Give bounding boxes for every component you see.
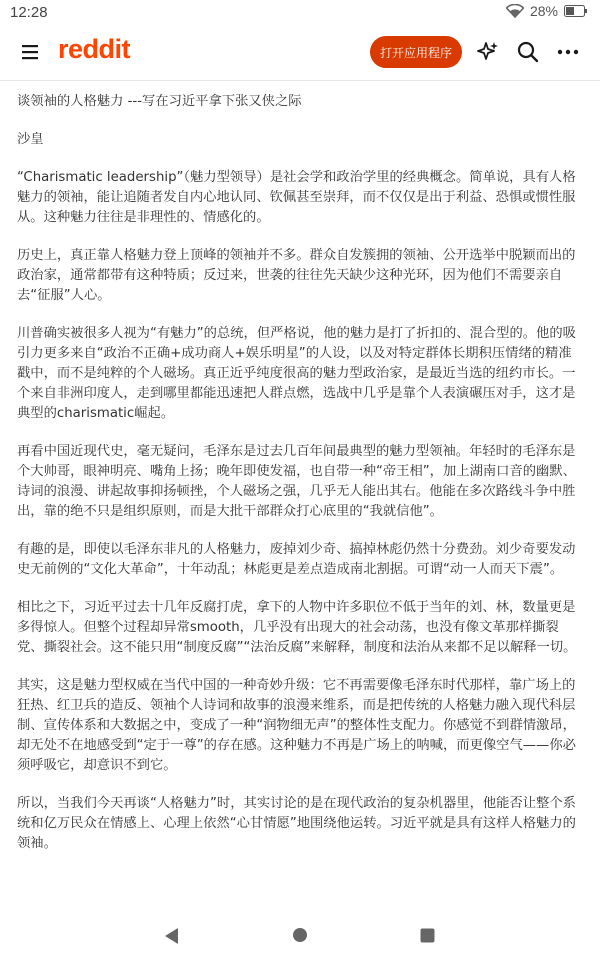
- post-body: [17, 92, 583, 872]
- paragraph: 有趣的是，即使以毛泽东非凡的人格魅力，废掉刘少奇、搞掉林彪仍然十分费劲。刘少奇要发动史无前例的“文化大革命”，十年动乱；林彪更是差点造成南北割据。可谓“动一人而天下震”。: [17, 542, 576, 577]
- paragraph: 相比之下，习近平过去十几年反腐打虎，拿下的人物中许多职位不低于当年的刘、林，数量更是多得惊人。但整个过程却异常smooth，几乎没有出现大的社会动荡，也没有像文革那样撕裂党、撕裂社会。这不能只用“制度反腐”“法治反腐”来解释，制度和法治从来都不足以解释一切。: [17, 600, 577, 655]
- post-author: 沙皇: [17, 132, 44, 147]
- status-bar: [0, 0, 600, 26]
- system-nav-bar: [0, 910, 600, 960]
- paragraph: 历史上，真正靠人格魅力登上顶峰的领袖并不多。群众自发簇拥的领袖、公开选举中脱颖而出的政治家，通常都带有这种特质；反过来，世袭的往往先天缺少这种光环，因为他们不需要亲自去“征服”人心。: [17, 248, 576, 303]
- app-header: [0, 26, 600, 81]
- paragraph: 再看中国近现代史，毫无疑问，毛泽东是过去几百年间最典型的魅力型领袖。年轻时的毛泽东是个大帅哥，眼神明亮、嘴角上扬；晚年即使发福，也自带一种“帝王相”，加上湖南口音的幽默、诗词的浪漫、讲起故事抑扬顿挫，个人磁场之强，几乎无人能出其右。他能在多次路线斗争中胜出，靠的绝不只是组织原则，而是大批干部群众打心底里的“我就信他”。: [17, 444, 576, 519]
- recents-icon[interactable]: [420, 928, 435, 943]
- post-title: 谈领袖的人格魅力 ---写在习近平拿下张又侠之际: [17, 94, 302, 109]
- reddit-logo[interactable]: reddit: [58, 34, 131, 64]
- paragraph: “Charismatic leadership”（魅力型领导）是社会学和政治学里的经典概念。简单说，具有人格魅力的领袖，能让追随者发自内心地认同、钦佩甚至崇拜，而不仅仅是出于利益、恐惧或惯性服从。这种魅力往往是非理性的、情感化的。: [17, 170, 576, 225]
- open-app-button[interactable]: 打开应用程序: [370, 36, 462, 68]
- battery-icon: [564, 5, 588, 17]
- menu-icon[interactable]: [20, 41, 42, 63]
- status-right: [506, 3, 588, 19]
- more-icon[interactable]: [556, 40, 580, 64]
- back-icon[interactable]: [164, 927, 180, 945]
- battery-percent: 28%: [529, 3, 558, 19]
- status-time: 12:28: [10, 4, 48, 21]
- paragraph: 所以，当我们今天再谈“人格魅力”时，其实讨论的是在现代政治的复杂机器里，他能否让整个系统和亿万民众在情感上、心理上依然“心甘情愿”地围绕他运转。习近平就是具有这样人格魅力的领袖。: [17, 796, 576, 851]
- paragraph: 其实，这是魅力型权威在当代中国的一种奇妙升级：它不再需要像毛泽东时代那样，靠广场上的狂热、红卫兵的造反、领袖个人诗词和故事的浪漫来维系，而是把传统的人格魅力融入现代科层制、宣传体系和大数据之中，变成了一种“润物细无声”的整体性支配力。你感觉不到群情激昂，却无处不在地感受到“定于一尊”的存在感。这种魅力不再是广场上的呐喊，而更像空气——你必须呼吸它，却意识不到它。: [17, 678, 576, 773]
- search-icon[interactable]: [516, 40, 540, 64]
- home-icon[interactable]: [292, 927, 308, 943]
- wifi-icon: [506, 4, 524, 18]
- paragraph: 川普确实被很多人视为“有魅力”的总统，但严格说，他的魅力是打了折扣的、混合型的。他的吸引力更多来自“政治不正确+成功商人+娱乐明星”的人设，以及对特定群体长期积压情绪的精准戳中，而不是纯粹的个人磁场。真正近乎纯度很高的魅力型政治家，是最近当选的纽约市长。一个来自非洲印度人，走到哪里都能迅速把人群点燃，选战中几乎是靠个人表演碾压对手，这才是典型的charismatic崛起。: [17, 326, 576, 421]
- sparkle-icon[interactable]: [476, 40, 500, 64]
